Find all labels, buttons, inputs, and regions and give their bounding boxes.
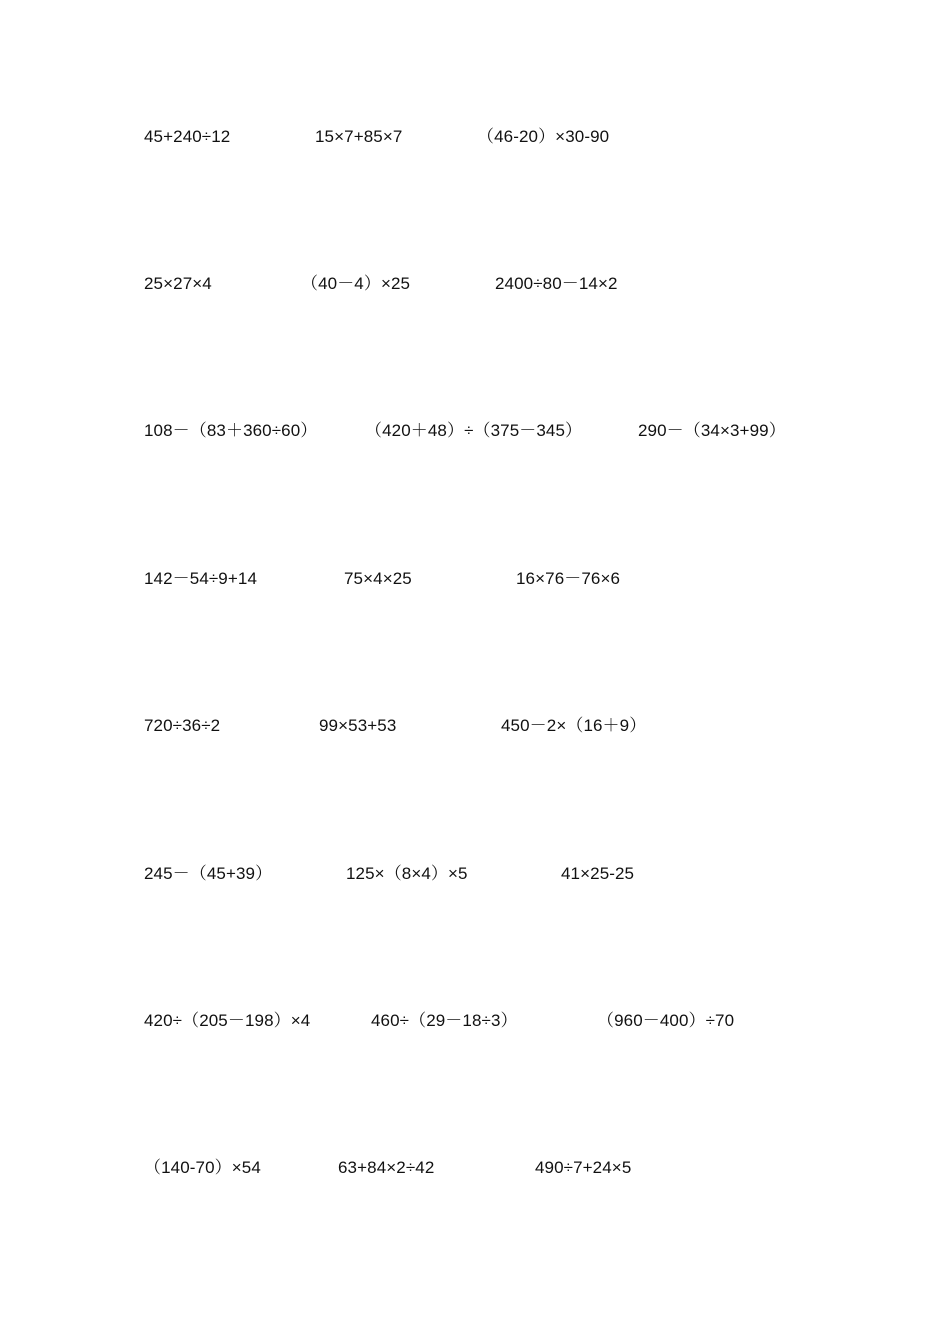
- expression-r5-c2: 99×53+53: [319, 716, 397, 735]
- expression-r4-c1: 142－54÷9+14: [144, 569, 257, 588]
- expression-r5-c3: 450－2×（16＋9）: [501, 716, 647, 735]
- expression-r8-c1: （140-70）×54: [144, 1158, 261, 1177]
- expression-r4-c3: 16×76－76×6: [516, 569, 621, 588]
- expression-r1-c2: 15×7+85×7: [315, 127, 403, 146]
- expression-r7-c3: （960－400）÷70: [597, 1011, 735, 1030]
- expression-r2-c3: 2400÷80－14×2: [495, 274, 618, 293]
- expression-r3-c3: 290－（34×3+99）: [638, 421, 786, 440]
- expression-r7-c2: 460÷（29－18÷3）: [371, 1011, 518, 1030]
- expression-r8-c2: 63+84×2÷42: [338, 1158, 435, 1177]
- expression-r4-c2: 75×4×25: [344, 569, 412, 588]
- expression-r3-c2: （420＋48）÷（375－345）: [365, 421, 583, 440]
- expression-r6-c1: 245－（45+39）: [144, 864, 273, 883]
- expression-r1-c3: （46-20）×30-90: [477, 127, 610, 146]
- expression-r6-c3: 41×25-25: [561, 864, 635, 883]
- expression-r2-c2: （40－4）×25: [301, 274, 411, 293]
- expression-r7-c1: 420÷（205－198）×4: [144, 1011, 311, 1030]
- expression-r6-c2: 125×（8×4）×5: [346, 864, 468, 883]
- expression-r3-c1: 108－（83＋360÷60）: [144, 421, 318, 440]
- expression-r5-c1: 720÷36÷2: [144, 716, 221, 735]
- expression-r2-c1: 25×27×4: [144, 274, 212, 293]
- expression-r1-c1: 45+240÷12: [144, 127, 231, 146]
- expression-r8-c3: 490÷7+24×5: [535, 1158, 632, 1177]
